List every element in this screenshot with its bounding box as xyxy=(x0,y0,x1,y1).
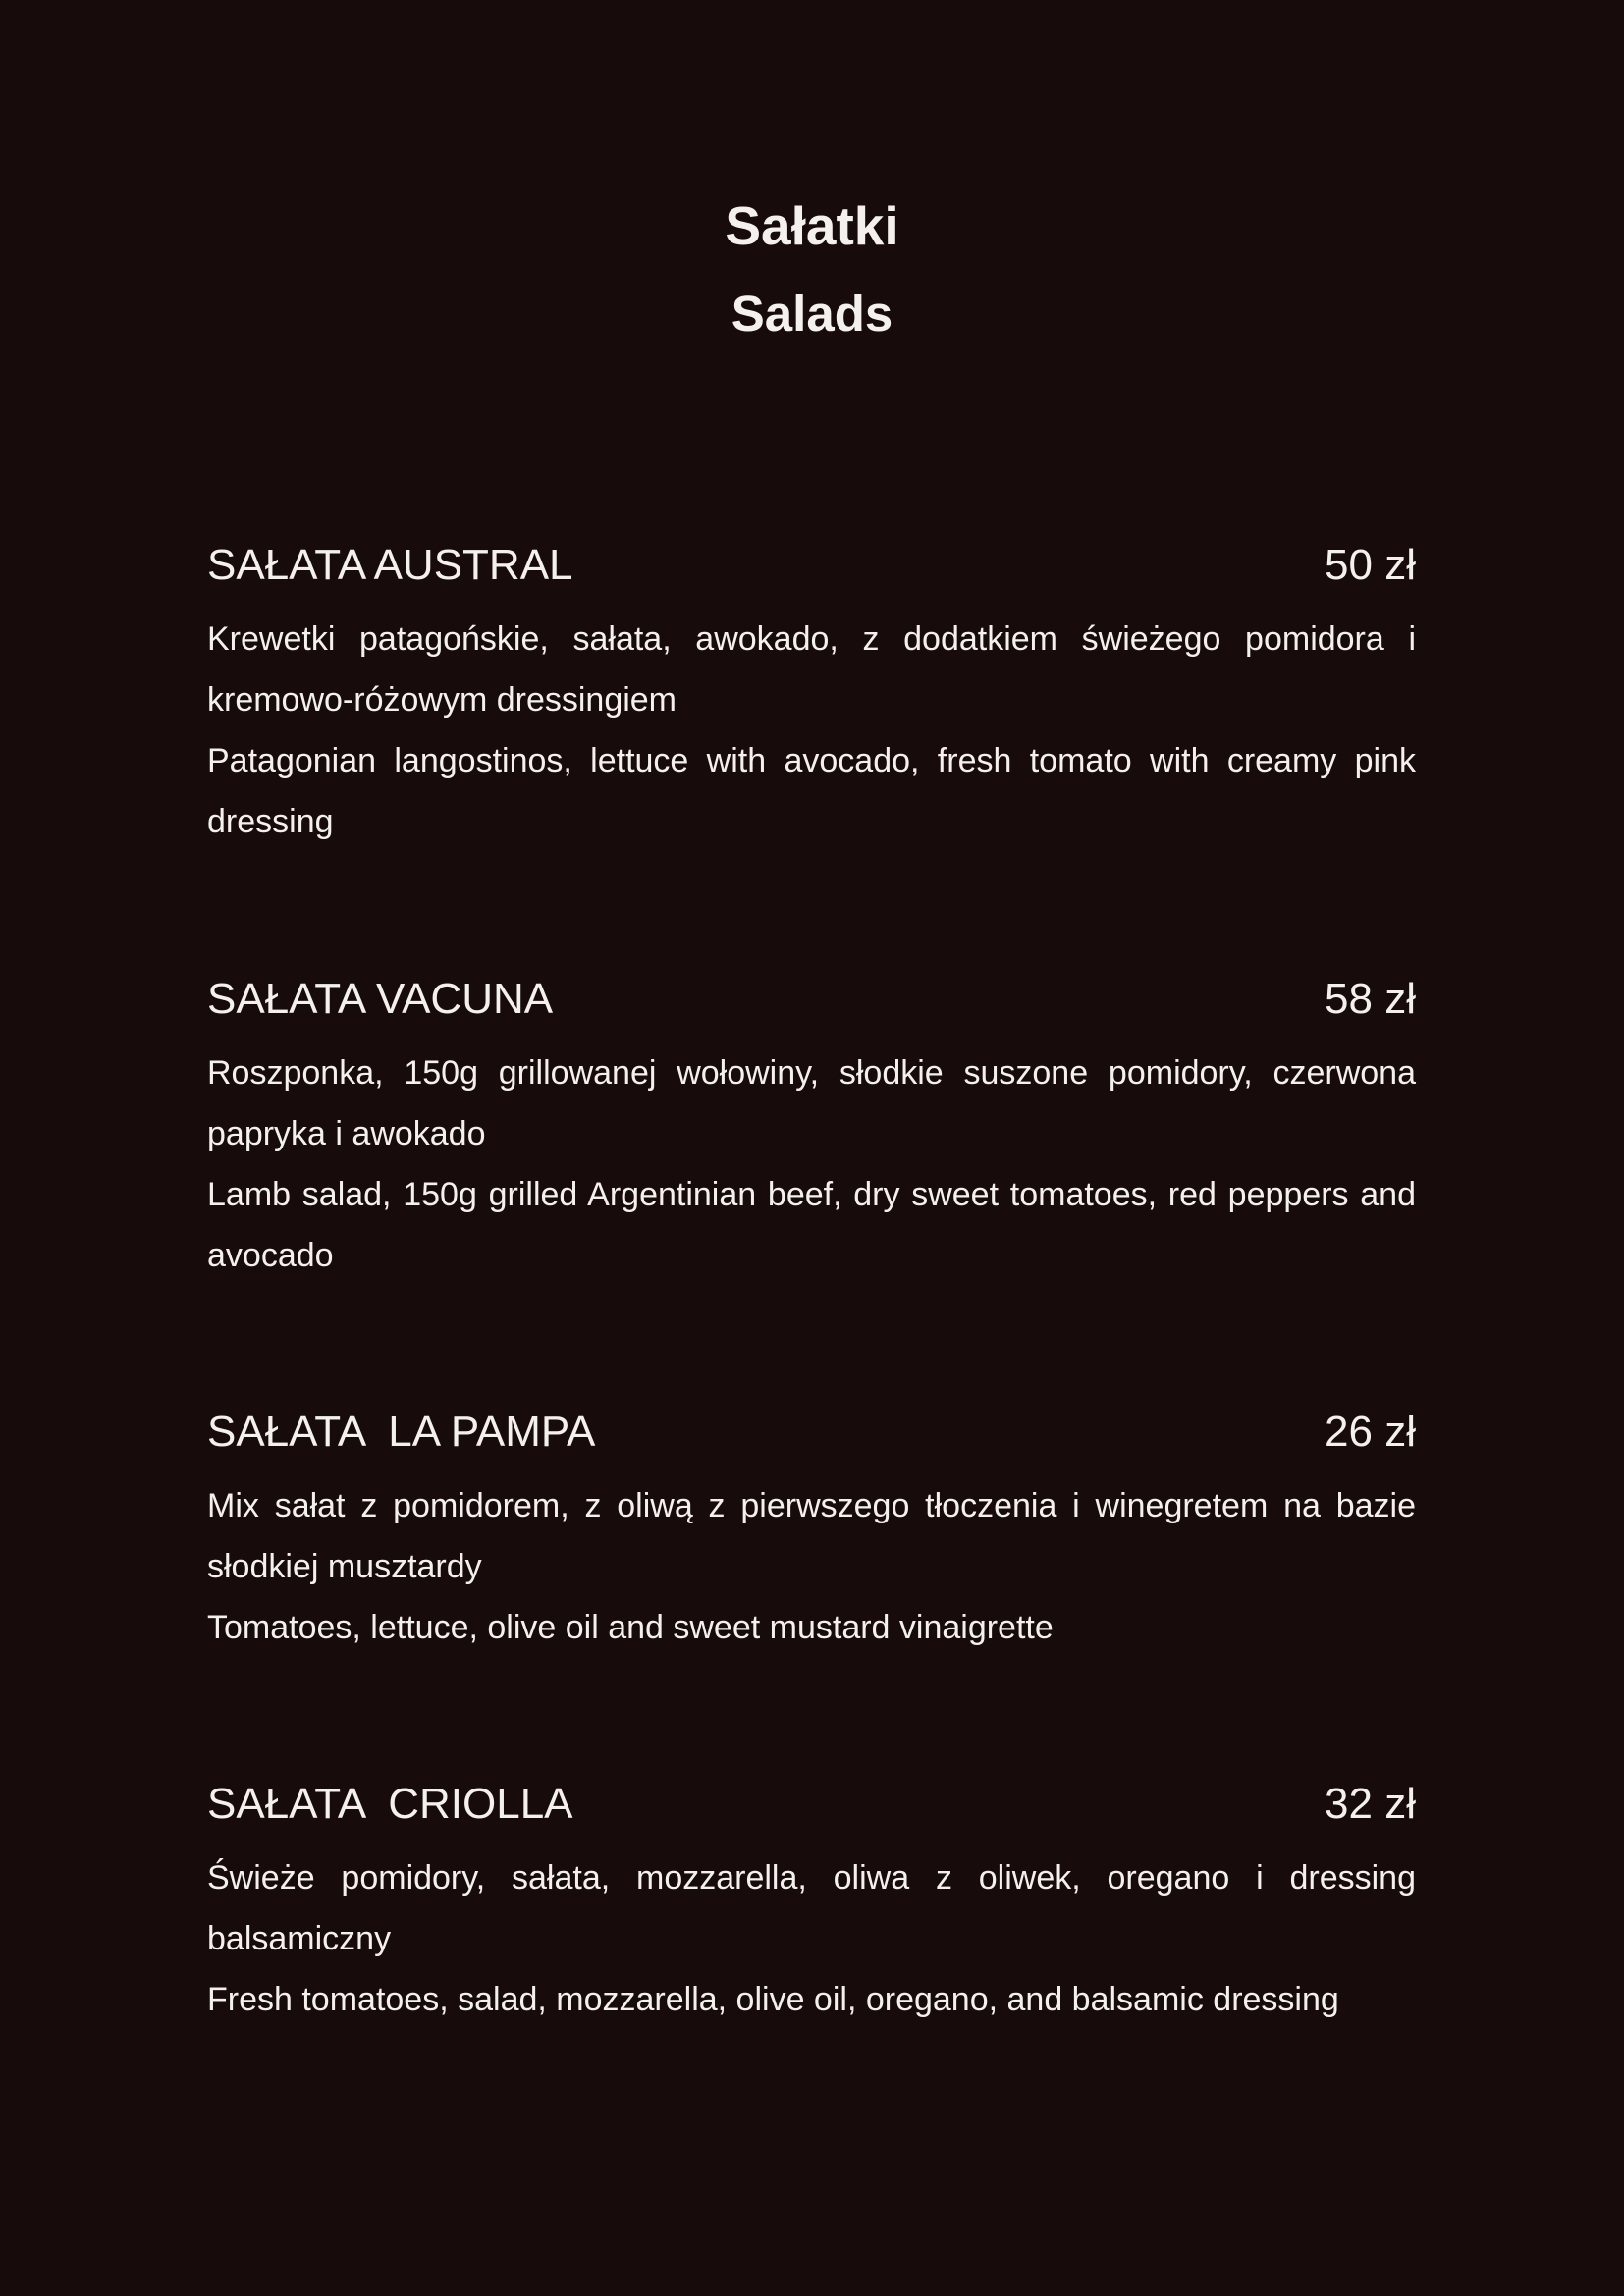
menu-item xyxy=(207,1403,1416,1658)
item-description-english: Patagonian langostinos, lettuce with avocado, fresh tomato with creamy pink dressing xyxy=(207,742,1416,840)
page-title-polish: Sałatki xyxy=(725,195,899,256)
item-name: SAŁATA VACUNA xyxy=(207,975,554,1023)
item-description-polish: Mix sałat z pomidorem, z oliwą z pierwszego tłoczenia i winegretem na bazie słodkiej musztardy xyxy=(207,1487,1416,1585)
item-name: SAŁATA CRIOLLA xyxy=(207,1780,573,1828)
item-name: SAŁATA AUSTRAL xyxy=(207,541,573,589)
item-description-polish: Krewetki patagońskie, sałata, awokado, z dodatkiem świeżego pomidora i kremowo-różowym dressingiem xyxy=(207,620,1416,719)
item-price: 58 zł xyxy=(1325,975,1416,1023)
page-title-english: Salads xyxy=(731,286,893,342)
item-price: 26 zł xyxy=(1325,1408,1416,1456)
item-description-polish: Roszponka, 150g grillowanej wołowiny, słodkie suszone pomidory, czerwona papryka i awokado xyxy=(207,1054,1416,1152)
menu-item xyxy=(207,536,1416,852)
item-price: 50 zł xyxy=(1325,541,1416,589)
item-description-english: Lamb salad, 150g grilled Argentinian beef, dry sweet tomatoes, red peppers and avocado xyxy=(207,1176,1416,1274)
menu-item xyxy=(207,970,1416,1286)
item-description-english: Tomatoes, lettuce, olive oil and sweet mustard vinaigrette xyxy=(207,1609,1054,1646)
menu-item xyxy=(207,1775,1416,2030)
item-description-polish: Świeże pomidory, sałata, mozzarella, oliwa z oliwek, oregano i dressing balsamiczny xyxy=(207,1859,1416,1957)
item-name: SAŁATA LA PAMPA xyxy=(207,1408,596,1456)
item-price: 32 zł xyxy=(1325,1780,1416,1828)
item-description-english: Fresh tomatoes, salad, mozzarella, olive oil, oregano, and balsamic dressing xyxy=(207,1981,1339,2018)
